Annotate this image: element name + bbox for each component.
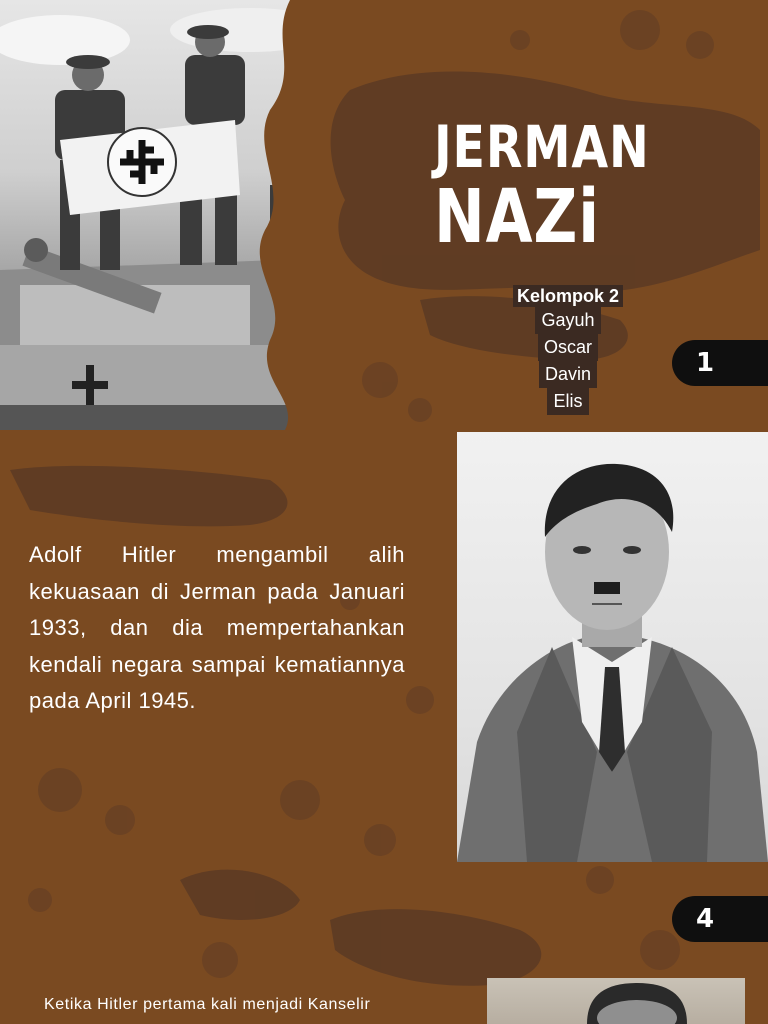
group-members — [500, 285, 636, 415]
soldiers-on-tank-photo — [0, 0, 330, 430]
page-title — [434, 113, 697, 260]
page-number-badge-1: 1 — [672, 340, 768, 386]
member-name: Oscar — [538, 334, 598, 361]
member-name: Gayuh — [535, 307, 600, 334]
member-name: Elis — [547, 388, 588, 415]
member-name: Davin — [539, 361, 597, 388]
page-number-badge-4: 4 — [672, 896, 768, 942]
group-heading: Kelompok 2 — [513, 285, 623, 307]
bottom-portrait-photo — [487, 978, 745, 1024]
history-paragraph: Adolf Hitler mengambil alih kekuasaan di Jerman pada Januari 1933, dan dia mempertahankan kendali negara sampai kematiannya pada April 1945. — [29, 542, 405, 713]
intro-paragraph-2: Ketika Hitler pertama kali menjadi Kanselir — [44, 996, 371, 1013]
title-line-2: NAZi — [434, 174, 600, 260]
title-line-1: JERMAN — [434, 113, 650, 181]
hitler-portrait-photo — [457, 432, 768, 862]
